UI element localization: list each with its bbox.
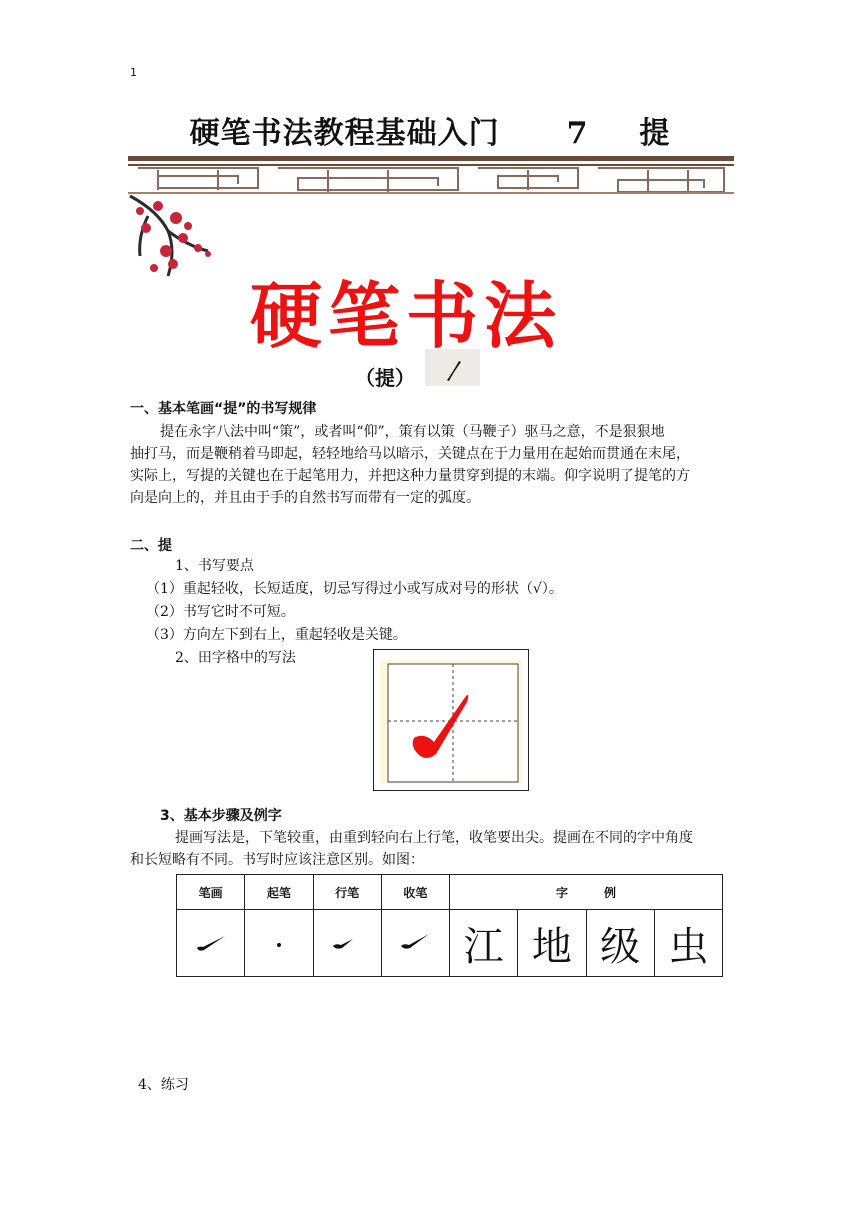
example-char-1: 江: [450, 910, 518, 977]
title-main: 硬笔书法教程基础入门: [189, 116, 500, 151]
section2-heading: 二、提: [130, 538, 172, 554]
tianzige-grid: [373, 649, 529, 791]
section3-line-2: 和长短略有不同。书写时应该注意区别。如图：: [130, 852, 424, 868]
table-header-row: [177, 875, 723, 910]
section2-point1: 1、书写要点: [175, 558, 254, 574]
example-char-3: 级: [586, 910, 654, 977]
cell-stroke-end: [381, 910, 449, 977]
section2-item-2: （2）书写它时不可短。: [146, 604, 295, 620]
cell-stroke-full: [177, 910, 245, 977]
section3-heading: 3、基本步骤及例字: [160, 808, 282, 824]
example-char-2: 地: [518, 910, 586, 977]
banner-calligraphy-text: 硬笔书法: [250, 273, 563, 358]
title-number: 7: [566, 116, 589, 151]
section1-line-3: 实际上，写提的关键也在于起笔用力，并把这种力量贯穿到提的末端。仰字说明了提笔的方: [130, 468, 690, 484]
cell-stroke-move: [313, 910, 381, 977]
title-char: 提: [639, 116, 671, 151]
page-number: 1: [130, 66, 137, 79]
section1-heading: 一、基本笔画“提”的书写规律: [130, 401, 317, 417]
header-examples: 字 例: [450, 875, 723, 910]
header-move: 行笔: [313, 875, 381, 910]
section3-line-1: 提画写法是，下笔较重，由重到轻向右上行笔，收笔要出尖。提画在不同的字中角度: [175, 830, 693, 846]
section2-item-1: （1）重起轻收，长短适度，切忌写得过小或写成对号的形状（√）。: [146, 581, 563, 597]
stroke-steps-table: [176, 874, 723, 977]
stroke-label: （提）: [355, 366, 415, 390]
section1-line-4: 向是向上的，并且由于手的自然书写而带有一定的弧度。: [130, 490, 480, 506]
table-row: [177, 910, 723, 977]
page-title: [0, 108, 860, 152]
example-char-4: 虫: [654, 910, 722, 977]
section4-heading: 4、练习: [138, 1077, 189, 1093]
section1-line-2: 抽打马，而是鞭稍着马即起，轻轻地给马以暗示，关键点在于力量用在起始而贯通在末尾，: [130, 446, 690, 462]
header-stroke: 笔画: [177, 875, 245, 910]
stroke-sample-image: [425, 349, 480, 386]
section2-point2: 2、田字格中的写法: [175, 650, 296, 666]
header-start: 起笔: [245, 875, 313, 910]
cell-stroke-start: [245, 910, 313, 977]
section2-item-3: （3）方向左下到右上，重起轻收是关键。: [146, 627, 407, 643]
header-end: 收笔: [381, 875, 449, 910]
section1-line-1: 提在永字八法中叫“策”，或者叫“仰”，策有以策（马鞭子）驱马之意，不是狠狠地: [160, 424, 665, 440]
